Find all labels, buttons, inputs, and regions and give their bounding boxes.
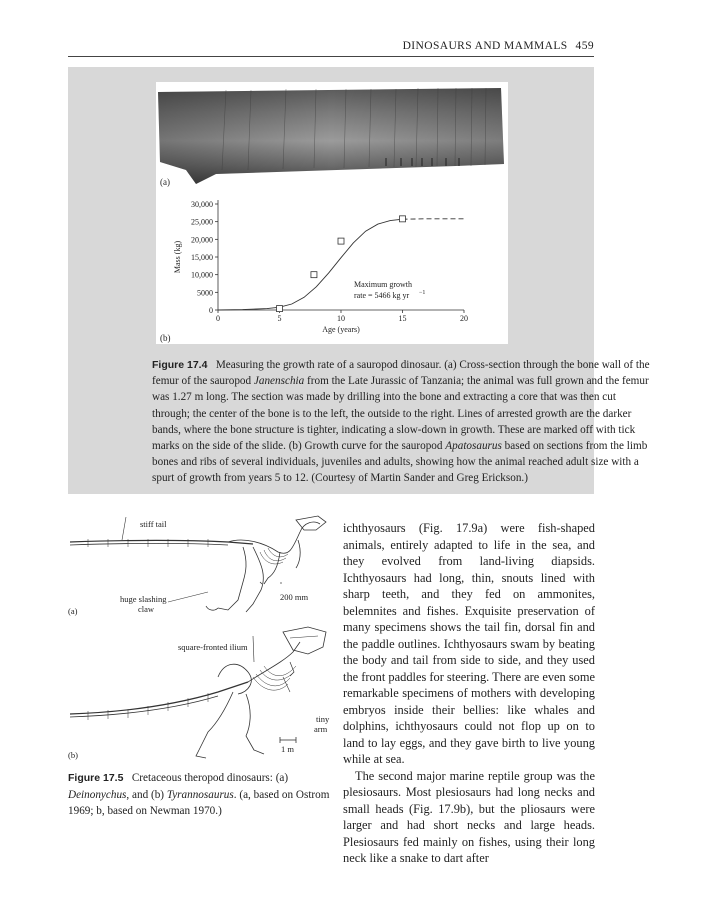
annotation-superscript: −1 <box>419 290 426 296</box>
data-point <box>311 272 317 278</box>
x-tick-label: 15 <box>398 314 407 323</box>
growth-chart-svg <box>156 192 508 344</box>
annotation-line-2: rate = 5466 kg yr <box>354 291 410 300</box>
panel-b-label: (b) <box>160 333 171 343</box>
running-title: DINOSAURS AND MAMMALS <box>402 40 568 52</box>
running-header <box>68 40 594 52</box>
data-point <box>277 306 283 312</box>
paragraph-ichthyosaurs: ichthyosaurs (Fig. 17.9a) were fish-shaped animals, entirely adapted to life in the sea, and they evolved from land-living diapsids. Ichthyosaurs had long, thin, snouts lined with sharp teeth, and they fed on ammonites, belemnites and fishes. Exquisite preservation of many specimens shows the tail fin, dorsal fin and the paddle outlines. Ichthyosaurs swam by beating the body and tail from side to side, and they used the front paddles for steering. There are even some remarkable specimens of mothers with developing embryos inside their bellies: like whales and dolphins, ichthyosaurs could not flop up on to land to lay eggs, and they gave birth to live young while at sea. <box>343 521 595 766</box>
y-tick-label: 20,000 <box>191 235 213 245</box>
data-point <box>338 238 344 244</box>
page-number: 459 <box>575 40 594 52</box>
bone-core-image <box>156 82 508 192</box>
figure-17-5-drawings <box>68 512 330 762</box>
label-tiny-arm-1: tiny <box>316 714 330 724</box>
label-stiff-tail: stiff tail <box>140 519 167 529</box>
data-point <box>400 216 406 222</box>
body-text <box>343 520 595 867</box>
y-tick-label: 10,000 <box>191 270 213 280</box>
label-tiny-arm-2: arm <box>314 724 328 734</box>
y-axis-label: Mass (kg) <box>173 240 182 274</box>
header-rule <box>68 56 594 57</box>
figure-17-4 <box>68 67 650 494</box>
figure-17-5-caption: Figure 17.5 Cretaceous theropod dinosaurs: (a) Deinonychus, and (b) Tyrannosaurus. (a, based on Ostrom 1969; b, based on Newman 1970.) <box>68 772 330 817</box>
y-tick-label: 25,000 <box>191 217 213 227</box>
paragraph-plesiosaurs: The second major marine reptile group was the plesiosaurs. Most plesiosaurs had long necks and small heads (Fig. 17.9b), but the pliosaurs were larger and had short necks and large heads. Plesiosaurs fed mainly on fishes, using their long neck like a snake to dart after <box>343 768 595 865</box>
figure-17-4-caption: Figure 17.4 Measuring the growth rate of a sauropod dinosaur. (a) Cross-section through the bone wall of the femur of the sauropod Janenschia from the Late Jurassic of Tanzania; the animal was full grown and the femur was 1.27 m long. The section was made by drilling into the bone and extracting a core that was then cut through; the center of the bone is to the left, the outside to the right. Lines of arrested growth are the darker bands, where the bone structure is tighter, indicating a slow-down in growth. These are marked off with tick marks on the side of the slide. (b) Growth curve for the sauropod Apatosaurus based on sections from the limb bones and ribs of several individuals, juveniles and adults, showing how the animal reached adult size with a spurt of growth from years 5 to 12. (Courtesy of Martin Sander and Greg Erickson.) <box>152 359 650 485</box>
label-square-ilium: square-fronted ilium <box>178 642 248 652</box>
figure-17-5-label: Figure 17.5 <box>68 772 124 784</box>
y-tick-label: 30,000 <box>191 200 213 209</box>
label-scale-200mm: 200 mm <box>280 592 309 602</box>
figure-17-4-label: Figure 17.4 <box>152 359 208 371</box>
label-huge-claw-2: claw <box>138 604 155 614</box>
panel-a-label: (a) <box>160 177 170 187</box>
growth-chart <box>156 192 508 344</box>
y-tick-label: 5000 <box>197 288 213 298</box>
x-tick-label: 10 <box>337 314 345 323</box>
theropod-skeletons <box>68 512 330 762</box>
label-scale-1m: 1 m <box>281 744 294 754</box>
x-tick-label: 20 <box>460 314 468 323</box>
x-tick-label: 5 <box>277 314 282 323</box>
fig5-panel-a: (a) <box>68 606 78 616</box>
annotation-line-1: Maximum growth <box>354 280 412 289</box>
bone-section-photo <box>156 82 508 192</box>
label-huge-claw-1: huge slashing <box>120 594 167 604</box>
x-tick-label: 0 <box>216 314 220 323</box>
y-tick-label: 0 <box>209 306 213 315</box>
y-tick-label: 15,000 <box>191 253 213 262</box>
fig5-panel-b: (b) <box>68 750 78 760</box>
x-axis-label: Age (years) <box>322 325 360 334</box>
